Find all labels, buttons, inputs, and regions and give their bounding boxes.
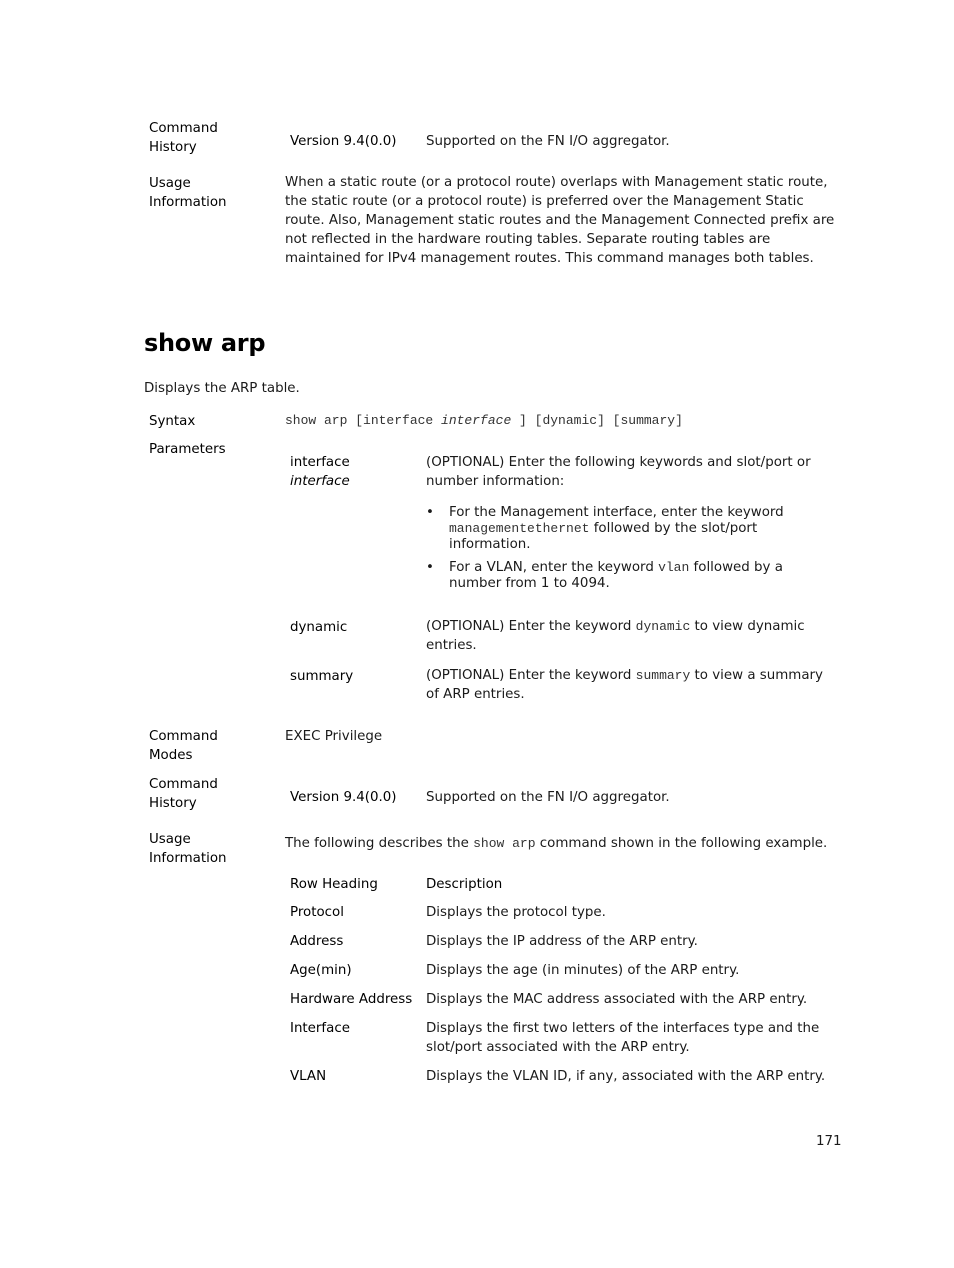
table-row-desc: Displays the protocol type.	[426, 905, 606, 920]
command-modes-value: EXEC Privilege	[285, 729, 383, 744]
syntax-label: Syntax	[149, 414, 196, 429]
page-title: show arp	[144, 329, 266, 357]
table-row-desc: Displays the MAC address associated with the ARP entry.	[426, 992, 808, 1007]
command-history-label-2: Command History	[149, 777, 218, 811]
usage-information-label-2: Usage Information	[149, 832, 227, 866]
table-row-desc: Displays the age (in minutes) of the ARP entry.	[426, 963, 740, 978]
table-row-heading: Age(min)	[290, 963, 352, 978]
usage-information-intro: The following describes the show arp command shown in the following example.	[285, 836, 828, 851]
bullet-vlan: • For a VLAN, enter the keyword vlan followed by a number from 1 to 4094.	[426, 560, 796, 592]
history-description-2: Supported on the FN I/O aggregator.	[426, 790, 670, 805]
parameters-label: Parameters	[149, 442, 226, 457]
table-row-heading: Hardware Address	[290, 992, 413, 1007]
page-number: 171	[816, 1134, 842, 1149]
table-row-desc: Displays the IP address of the ARP entry.	[426, 934, 698, 949]
usage-information-text: When a static route (or a protocol route) overlaps with Management static route, the static route (or a protocol route) is preferred over the Management Static route. Also, Management static routes and the Management Connected prefix are not reflected in the hardware routing tables. Separate routing tables are maintained for IPv4 management routes. This command manages both tables.	[285, 175, 835, 266]
command-history-label: Command History	[149, 121, 218, 155]
intro-text: Displays the ARP table.	[144, 381, 300, 396]
param-interface-name: interface interface	[290, 455, 350, 489]
bullet-management: • For the Management interface, enter the keyword managementethernet followed by the slot/port information.	[426, 505, 796, 553]
param-dynamic-desc: (OPTIONAL) Enter the keyword dynamic to view dynamic entries.	[426, 619, 805, 653]
history-version: Version 9.4(0.0)	[290, 134, 397, 149]
param-summary-desc: (OPTIONAL) Enter the keyword summary to view a summary of ARP entries.	[426, 668, 823, 702]
table-row-heading: Interface	[290, 1021, 350, 1036]
history-version-2: Version 9.4(0.0)	[290, 790, 397, 805]
usage-information-label: Usage Information	[149, 176, 227, 210]
table-row-heading: Protocol	[290, 905, 344, 920]
table-header-heading: Row Heading	[290, 877, 378, 892]
history-description: Supported on the FN I/O aggregator.	[426, 134, 670, 149]
param-interface-desc: (OPTIONAL) Enter the following keywords and slot/port or number information:	[426, 455, 811, 489]
syntax-command: show arp [interface interface ] [dynamic] [summary]	[285, 413, 683, 428]
command-modes-label: Command Modes	[149, 729, 218, 763]
param-dynamic-name: dynamic	[290, 620, 348, 635]
table-row-desc: Displays the first two letters of the interfaces type and the slot/port associated with the ARP entry.	[426, 1021, 820, 1055]
table-row-desc: Displays the VLAN ID, if any, associated with the ARP entry.	[426, 1069, 826, 1084]
table-row-heading: Address	[290, 934, 344, 949]
table-row-heading: VLAN	[290, 1069, 327, 1084]
table-header-description: Description	[426, 877, 503, 892]
param-interface-bullets	[426, 505, 796, 592]
param-summary-name: summary	[290, 669, 354, 684]
